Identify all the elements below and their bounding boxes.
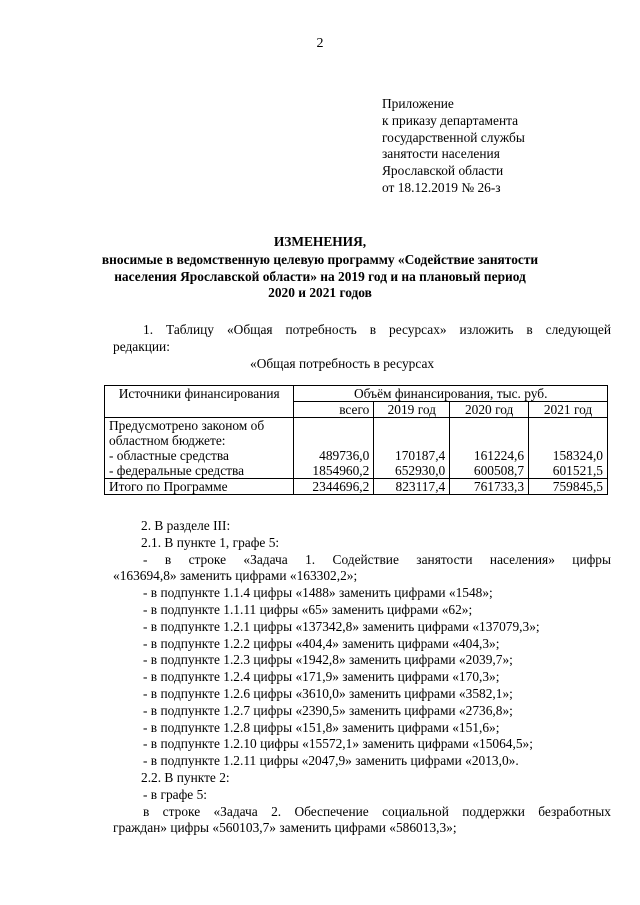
- document-title: [100, 234, 540, 302]
- total-label: Итого по Программе: [105, 479, 294, 495]
- list-item: «163694,8» заменить цифрами «163302,2»;: [113, 568, 358, 584]
- table-caption: «Общая потребность в ресурсах: [250, 356, 435, 371]
- list-item: 2.1. В пункте 1, графе 5:: [141, 534, 280, 550]
- list-item: - в подпункте 1.2.2 цифры «404,4» заменить цифрами «404,3»;: [143, 635, 500, 651]
- subheader-2019: 2019 год: [374, 402, 450, 418]
- list-item: - в подпункте 1.2.4 цифры «171,9» заменить цифрами «170,3»;: [143, 669, 500, 685]
- row-label-line: Предусмотрено законом об: [109, 418, 265, 433]
- total-value: 759845,5: [529, 479, 608, 495]
- list-item: - в подпункте 1.2.3 цифры «1942,8» заменить цифрами «2039,7»;: [143, 652, 513, 668]
- cell-value: 161224,6: [473, 448, 525, 463]
- cell-2021: [529, 418, 608, 479]
- title-line: вносимые в ведомственную целевую программу «Содействие занятости: [101, 251, 539, 267]
- list-item: - в графе 5:: [143, 786, 207, 802]
- list-item: - в подпункте 1.1.11 цифры «65» заменить цифрами «62»;: [143, 601, 473, 617]
- cell-value: 601521,5: [552, 463, 603, 478]
- cell-2020: [450, 418, 529, 479]
- approval-line: Ярославской области: [382, 163, 504, 179]
- total-value: 2344696,2: [294, 479, 374, 495]
- changes-list: [113, 518, 611, 837]
- approval-line: государственной службы: [382, 129, 525, 145]
- approval-line: занятости населения: [382, 146, 500, 162]
- subheader-2020: 2020 год: [450, 402, 529, 418]
- point1-text: 1. Таблицу «Общая потребность в ресурсах» изложить в следующей: [143, 322, 611, 337]
- list-item: - в подпункте 1.2.8 цифры «151,8» заменить цифрами «151,6»;: [143, 719, 500, 735]
- total-value: 761733,3: [450, 479, 529, 495]
- list-item: - в подпункте 1.1.4 цифры «1488» заменить цифрами «1548»;: [143, 585, 493, 601]
- page-number: 2: [316, 36, 324, 51]
- row-label-line: областном бюджете:: [109, 433, 226, 448]
- list-item: - в подпункте 1.2.10 цифры «15572,1» заменить цифрами «15064,5»;: [143, 736, 533, 752]
- row-label-line: - федеральные средства: [109, 463, 245, 478]
- table-total-row: [105, 479, 608, 495]
- title-heading: ИЗМЕНЕНИЯ,: [273, 234, 367, 249]
- approval-line: Приложение: [382, 96, 454, 111]
- list-item: - в подпункте 1.2.6 цифры «3610,0» заменить цифрами «3582,1»;: [143, 685, 513, 701]
- cell-value: 600508,7: [473, 463, 525, 478]
- approval-block: [382, 96, 622, 197]
- header-source: Источники финансирования: [105, 386, 294, 418]
- cell-value: 170187,4: [395, 448, 446, 463]
- subheader-2021: 2021 год: [529, 402, 608, 418]
- cell-value: 1854960,2: [312, 463, 370, 478]
- title-line: населения Ярославской области» на 2019 год и на плановый период: [114, 268, 526, 284]
- point1-text-cont: редакции:: [113, 339, 170, 354]
- table-header-row: [105, 386, 608, 402]
- header-volume: Объём финансирования, тыс. руб.: [294, 386, 608, 402]
- list-item: - в подпункте 1.2.1 цифры «137342,8» заменить цифрами «137079,3»;: [143, 618, 540, 634]
- subheader-total: всего: [294, 402, 374, 418]
- list-item: 2.2. В пункте 2:: [141, 769, 230, 785]
- cell-value: 652930,0: [395, 463, 446, 478]
- cell-value: 158324,0: [552, 448, 603, 463]
- approval-line: от 18.12.2019 № 26-з: [382, 179, 501, 195]
- list-item: граждан» цифры «560103,7» заменить цифрами «586013,3»;: [113, 820, 457, 836]
- list-item: - в строке «Задача 1. Содействие занятости населения» цифры: [143, 551, 611, 567]
- approval-line: к приказу департамента: [382, 112, 519, 128]
- list-item: 2. В разделе III:: [141, 518, 231, 533]
- total-value: 823117,4: [374, 479, 450, 495]
- list-item: - в подпункте 1.2.11 цифры «2047,9» заменить цифрами «2013,0».: [143, 753, 519, 769]
- cell-2019: [374, 418, 450, 479]
- row-label: [105, 418, 294, 479]
- resources-table: [104, 385, 608, 495]
- cell-total: [294, 418, 374, 479]
- list-item: - в подпункте 1.2.7 цифры «2390,5» заменить цифрами «2736,8»;: [143, 702, 513, 718]
- title-line: 2020 и 2021 годов: [268, 285, 372, 301]
- cell-value: 489736,0: [319, 448, 370, 463]
- row-label-line: - областные средства: [109, 448, 229, 463]
- list-item: в строке «Задача 2. Обеспечение социальной поддержки безработных: [143, 803, 611, 819]
- table-row: [105, 418, 608, 479]
